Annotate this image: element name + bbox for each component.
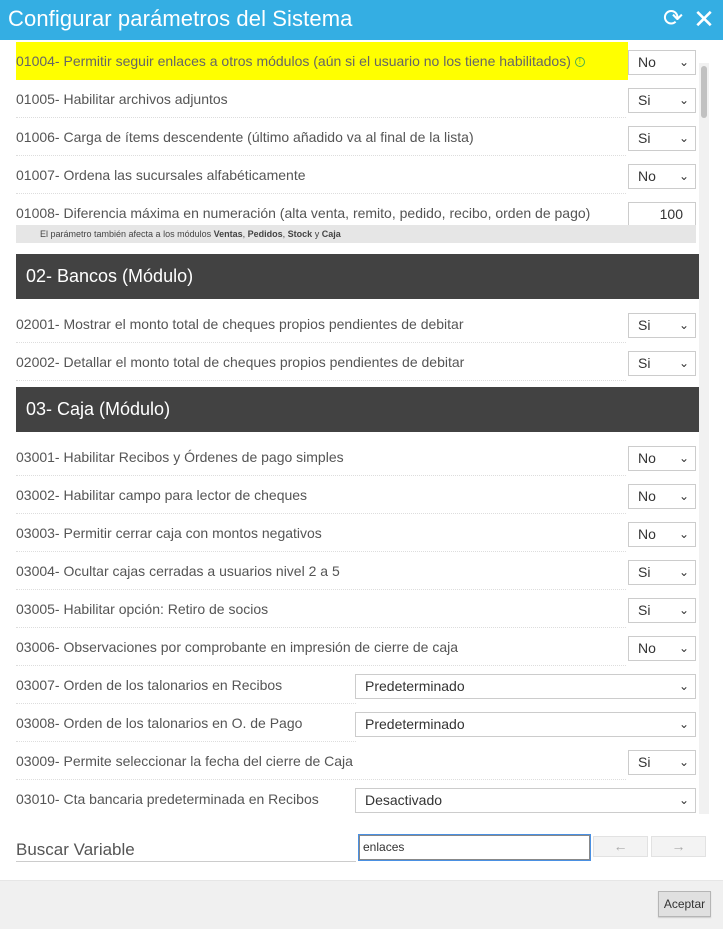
param-row-01007 — [16, 156, 696, 194]
note-sep: , — [282, 229, 288, 239]
param-select-03006[interactable] — [628, 636, 696, 661]
note-module: Ventas — [213, 229, 243, 239]
chevron-down-icon: ⌄ — [678, 793, 689, 807]
param-select-03005[interactable] — [628, 598, 696, 623]
param-select-02002[interactable] — [628, 351, 696, 376]
note-module: Pedidos — [247, 229, 283, 239]
param-select-03002[interactable] — [628, 484, 696, 509]
scrollbar-thumb[interactable] — [701, 66, 707, 118]
param-select-01005[interactable] — [628, 88, 696, 113]
param-label: 03003- Permitir cerrar caja con montos negativos — [16, 514, 626, 552]
select-value: Predeterminado — [365, 678, 465, 694]
param-select-01004[interactable] — [628, 50, 696, 75]
note-sep: y — [312, 229, 322, 239]
accept-button[interactable]: Aceptar — [658, 891, 711, 917]
param-row-02002 — [16, 343, 696, 381]
select-value: Si — [638, 317, 651, 333]
param-select-03007[interactable] — [355, 674, 696, 699]
select-value: No — [638, 54, 656, 70]
param-row-03005 — [16, 590, 696, 628]
chevron-down-icon: ⌄ — [678, 679, 689, 693]
param-row-03010 — [16, 780, 696, 815]
chevron-down-icon: ⌄ — [678, 755, 689, 769]
param-select-03009[interactable] — [628, 750, 696, 775]
param-label: 02001- Mostrar el monto total de cheques propios pendientes de debitar — [16, 305, 626, 343]
search-area — [0, 815, 723, 880]
chevron-down-icon: ⌄ — [678, 451, 689, 465]
next-result-button[interactable]: → — [651, 836, 706, 857]
section-header-caja: 03- Caja (Módulo) — [16, 387, 699, 432]
param-select-02001[interactable] — [628, 313, 696, 338]
param-label: 01006- Carga de ítems descendente (último añadido va al final de la lista) — [16, 118, 626, 156]
chevron-down-icon: ⌄ — [678, 641, 689, 655]
chevron-down-icon: ⌄ — [678, 318, 689, 332]
select-value: No — [638, 450, 656, 466]
select-value: No — [638, 168, 656, 184]
section-header-bancos: 02- Bancos (Módulo) — [16, 254, 699, 299]
search-input[interactable]: enlaces — [359, 835, 590, 860]
param-label: 01008- Diferencia máxima en numeración (alta venta, remito, pedido, recibo, orden de pago) — [16, 205, 591, 221]
param-row-03008 — [16, 704, 696, 742]
param-row-03007 — [16, 666, 696, 704]
param-select-01006[interactable] — [628, 126, 696, 151]
select-value: Si — [638, 130, 651, 146]
info-icon[interactable]: ! — [575, 57, 585, 67]
select-value: Predeterminado — [365, 716, 465, 732]
param-label: 03009- Permite seleccionar la fecha del cierre de Caja — [16, 742, 626, 780]
chevron-down-icon: ⌄ — [678, 55, 689, 69]
param-row-02001 — [16, 305, 696, 343]
param-select-03001[interactable] — [628, 446, 696, 471]
param-label: 02002- Detallar el monto total de cheques propios pendientes de debitar — [16, 343, 626, 381]
window-title: Configurar parámetros del Sistema — [8, 6, 353, 31]
param-row-03009 — [16, 742, 696, 780]
select-value: Si — [638, 564, 651, 580]
parameters-list — [0, 40, 723, 815]
chevron-down-icon: ⌄ — [678, 356, 689, 370]
note-text: El parámetro también afecta a los módulos — [40, 229, 214, 239]
param-label: 03006- Observaciones por comprobante en impresión de cierre de caja — [16, 628, 626, 666]
param-number-input-01008[interactable]: 100 — [628, 202, 696, 227]
note-module: Caja — [321, 229, 341, 239]
previous-result-button[interactable]: ← — [593, 836, 648, 857]
select-value: Si — [638, 754, 651, 770]
param-row-01004 — [16, 42, 696, 80]
chevron-down-icon: ⌄ — [678, 603, 689, 617]
param-select-03004[interactable] — [628, 560, 696, 585]
chevron-down-icon: ⌄ — [678, 527, 689, 541]
chevron-down-icon: ⌄ — [678, 169, 689, 183]
param-label: 03001- Habilitar Recibos y Órdenes de pago simples — [16, 438, 626, 476]
param-label: 01007- Ordena las sucursales alfabéticamente — [16, 156, 626, 194]
title-bar — [0, 0, 723, 40]
param-row-01006 — [16, 118, 696, 156]
chevron-down-icon: ⌄ — [678, 131, 689, 145]
close-icon[interactable]: ✕ — [693, 4, 715, 34]
param-select-01007[interactable] — [628, 164, 696, 189]
param-row-03004 — [16, 552, 696, 590]
chevron-down-icon: ⌄ — [678, 565, 689, 579]
select-value: No — [638, 488, 656, 504]
select-value: No — [638, 640, 656, 656]
param-row-03001 — [16, 438, 696, 476]
param-label: 03002- Habilitar campo para lector de cheques — [16, 476, 626, 514]
select-value: Si — [638, 92, 651, 108]
param-select-03003[interactable] — [628, 522, 696, 547]
param-row-03002 — [16, 476, 696, 514]
select-value: Si — [638, 602, 651, 618]
chevron-down-icon: ⌄ — [678, 93, 689, 107]
param-select-03010[interactable] — [355, 788, 696, 813]
param-label — [16, 42, 628, 80]
note-module: Stock — [287, 229, 313, 239]
param-label: 01005- Habilitar archivos adjuntos — [16, 80, 626, 118]
select-value: No — [638, 526, 656, 542]
chevron-down-icon: ⌄ — [678, 489, 689, 503]
select-value: Si — [638, 355, 651, 371]
search-label: Buscar Variable — [16, 837, 356, 862]
note-sep: , — [242, 229, 248, 239]
scrollbar-track[interactable] — [699, 63, 709, 814]
dialog-footer — [0, 880, 723, 929]
select-value: Desactivado — [365, 792, 443, 808]
param-label-text: 01004- Permitir seguir enlaces a otros módulos (aún si el usuario no los tiene habilitados) — [16, 53, 571, 69]
chevron-down-icon: ⌄ — [678, 717, 689, 731]
param-row-03003 — [16, 514, 696, 552]
param-label: 03004- Ocultar cajas cerradas a usuarios nivel 2 a 5 — [16, 552, 626, 590]
param-label: 03005- Habilitar opción: Retiro de socios — [16, 590, 626, 628]
param-row-01005 — [16, 80, 696, 118]
param-row-03006 — [16, 628, 696, 666]
param-label: 03008- Orden de los talonarios en O. de Pago — [16, 704, 356, 742]
param-label: 03007- Orden de los talonarios en Recibos — [16, 666, 356, 704]
param-note-01008 — [16, 225, 696, 243]
param-select-03008[interactable] — [355, 712, 696, 737]
refresh-icon[interactable]: ⟳ — [662, 5, 684, 32]
param-label: 03010- Cta bancaria predeterminada en Recibos — [16, 780, 356, 815]
